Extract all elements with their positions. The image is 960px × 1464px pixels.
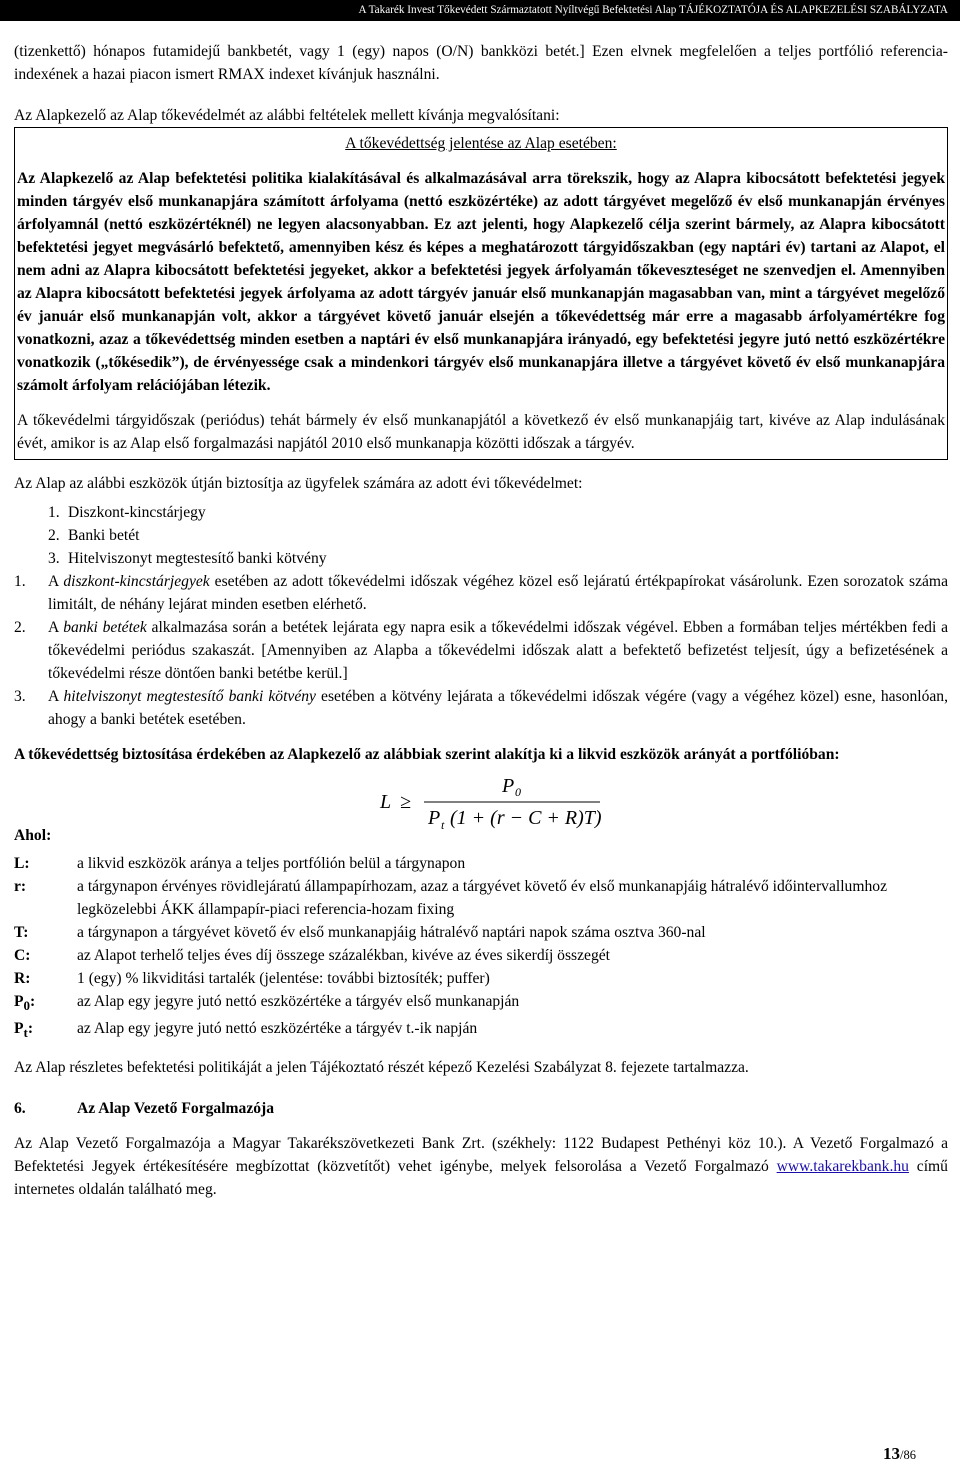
distributor-paragraph: Az Alap Vezető Forgalmazója a Magyar Takarékszövetkezeti Bank Zrt. (székhely: 1122 Budapest Pethényi köz 10.). A Vezető Forgalmazó a Befektetési Jegyek értékesítésére megbízottat (közvetítőt) vehet igénybe, melyek felsorolása a Vezető Forgalmazó www.takarekbank.hu című internetes oldalán található meg. (14, 1135, 948, 1199)
box-period-paragraph: A tőkevédelmi tárgyidőszak (periódus) tehát bármely év első munkanapjától a következő év első munkanapjáig tart, kivéve az Alap indulásának évét, amikor is az Alap első forgalmazási napjától 2010 első munkanapja közötti időszak a tárgyév. (17, 412, 945, 452)
formula-den-sub: t (441, 818, 445, 832)
box-heading: A tőkevédettség jelentése az Alap esetében: (345, 135, 617, 152)
running-header: A Takarék Invest Tőkevédett Származtatott Nyíltvégű Befektetési Alap TÁJÉKOZTATÓJA ÉS ALAPKEZELÉSI SZABÁLYZATA (0, 0, 960, 21)
variable-definitions (14, 852, 948, 1044)
formula-den-P: P (428, 807, 441, 829)
list-item: R: 1 (egy) % likviditási tartalék (jelentése: további biztosíték; puffer) (14, 970, 490, 987)
capital-protection-box (14, 127, 948, 460)
formula-numerator: P (502, 775, 515, 797)
list-item: 1. Diszkont-kincstárjegy (48, 504, 206, 521)
intro-paragraph: (tizenkettő) hónapos futamidejű bankbetét, vagy 1 (egy) napos (O/N) bankközi betét.] Ezen elvnek megfelelően a teljes portfólió referencia-indexének a hazai piacon ismert RMAX indexet kívánjuk használni. (14, 43, 948, 83)
instrument-list (14, 501, 948, 570)
list-item: $P_0$: az Alap egy jegyre jutó nettó eszközértéke a tárgyév első munkanapján (14, 993, 520, 1014)
list-item: r: a tárgynapon érvényes rövidlejáratú állampapírhozam, azaz a tárgyévet követő év első munkanapjáig hátralévő időintervallumhoz legközelebbi ÁKK állampapír-piaci referencia-hozam fixing (14, 878, 887, 918)
liquidity-heading: A tőkevédettség biztosítása érdekében az Alapkezelő az alábbiak szerint alakítja ki a likvid eszközök arányát a portfólióban: (14, 746, 840, 763)
list-item: L: a likvid eszközök aránya a teljes portfólión belül a tárgynapon (14, 855, 466, 872)
list-item: 3. Hitelviszonyt megtestesítő banki kötvény (48, 550, 327, 567)
list-item: $P_t$: az Alap egy jegyre jutó nettó eszközértéke a tárgyév t.-ik napján (14, 1020, 478, 1041)
list-item: C: az Alapot terhelő teljes éves díj összege százalékban, kivéve az éves sikerdíj összegét (14, 947, 611, 964)
list-item: T: a tárgynapon a tárgyévet követő év első munkanapjáig hátralévő naptári napok száma osztva 360-nal (14, 924, 706, 941)
list-item: 2. A banki betétek alkalmazása során a betétek lejárata egy napra esik a tőkevédelmi időszak végével. Ebben a formában teljes mértékben fedi a tőkevédelmi periódus szakaszát. [Amennyiben az Alapba a tőkevédelmi időszak alatt a befektető befizetést teljesít, úgy a befizetésének a tőkevédelmi része döntően banki betétbe kerül.] (14, 619, 948, 682)
formula-den-rest: (1 + (r − C + R)T) (450, 807, 602, 829)
liquidity-formula (378, 766, 618, 836)
formula-geq: ≥ (400, 791, 411, 813)
capital-protection-intro: Az Alapkezelő az Alap tőkevédelmét az alábbi feltételek mellett kívánja megvalósítani: (14, 107, 560, 124)
list-item: 2. Banki betét (48, 527, 140, 544)
page-number: 13/86 (883, 1444, 916, 1463)
instrument-details (14, 570, 948, 731)
takarekbank-link[interactable]: www.takarekbank.hu (776, 1158, 909, 1176)
instruments-intro: Az Alap az alábbi eszközök útján biztosítja az ügyfelek számára az adott évi tőkevédelmet: (14, 475, 583, 492)
formula-numerator-sub: 0 (515, 785, 521, 799)
liquidity-formula-block (14, 766, 948, 844)
ahol-label: Ahol: (14, 827, 52, 844)
list-item: 3. A hitelviszonyt megtestesítő banki kötvény esetében a kötvény lejárata a tőkevédelmi időszak végére (vagy a végéhez közel) esne, hasonlóan, ahogy a banki betétek esetében. (14, 688, 948, 728)
document-body (14, 40, 948, 1201)
box-bold-paragraph: Az Alapkezelő az Alap befektetési politika kialakításával és alkalmazásával arra törekszik, hogy az Alapra kibocsátott befektetési jegyek minden tárgyév első munkanapjára számított árfolyama (nettó eszközértéke) az adott tárgyévet megelőző év első munkanapján érvényes árfolyamnál (nettó eszközértéknél) ne legyen alacsonyabban. Ez azt jelenti, hogy Alapkezelő célja szerint bármely, az Alapra kibocsátott befektetési jegyet megvásárló befektető, amennyiben kész és képes a meghatározott tárgyidőszakban (egy naptári év) tartani az Alapot, el nem adni az Alapra kibocsátott befektetési jegyeket, akkor a befektetési jegyek árfolyamán tőkeveszteséget ne szenvedjen el. Amennyiben az Alapra kibocsátott befektetési jegyek árfolyama az adott tárgyév január első munkanapján magasabban van, mint a tárgyévet megelőző év január első munkanapján volt, akkor a tárgyévet követő január elsején a tőkevédettség már erre a magasabb árfolyamértékre fog vonatkozni, azaz a tőkevédettség minden esetben a naptári év első munkanapjára irányadó, egy befektetési jegyre jutó nettó eszközértékre vonatkozik („tőkésedik”), de érvényessége csak a mindenkori tárgyév első munkanapjára illetve a tárgyévet követő év első munkanapjára számolt árfolyam relációjában létezik. (17, 170, 945, 394)
list-item: 1. A diszkont-kincstárjegyek esetében az adott tőkevédelmi időszak végéhez közel eső lejáratú értékpapírokat vásárolunk. Ezen sorozatok száma limitált, de néhány lejárat minden esetben elérhető. (14, 573, 948, 613)
policy-reference: Az Alap részletes befektetési politikáját a jelen Tájékoztató részét képező Kezelési Szabályzat 8. fejezete tartalmazza. (14, 1059, 749, 1077)
section-heading: 6. Az Alap Vezető Forgalmazója (14, 1100, 275, 1118)
formula-L: L (380, 791, 392, 813)
